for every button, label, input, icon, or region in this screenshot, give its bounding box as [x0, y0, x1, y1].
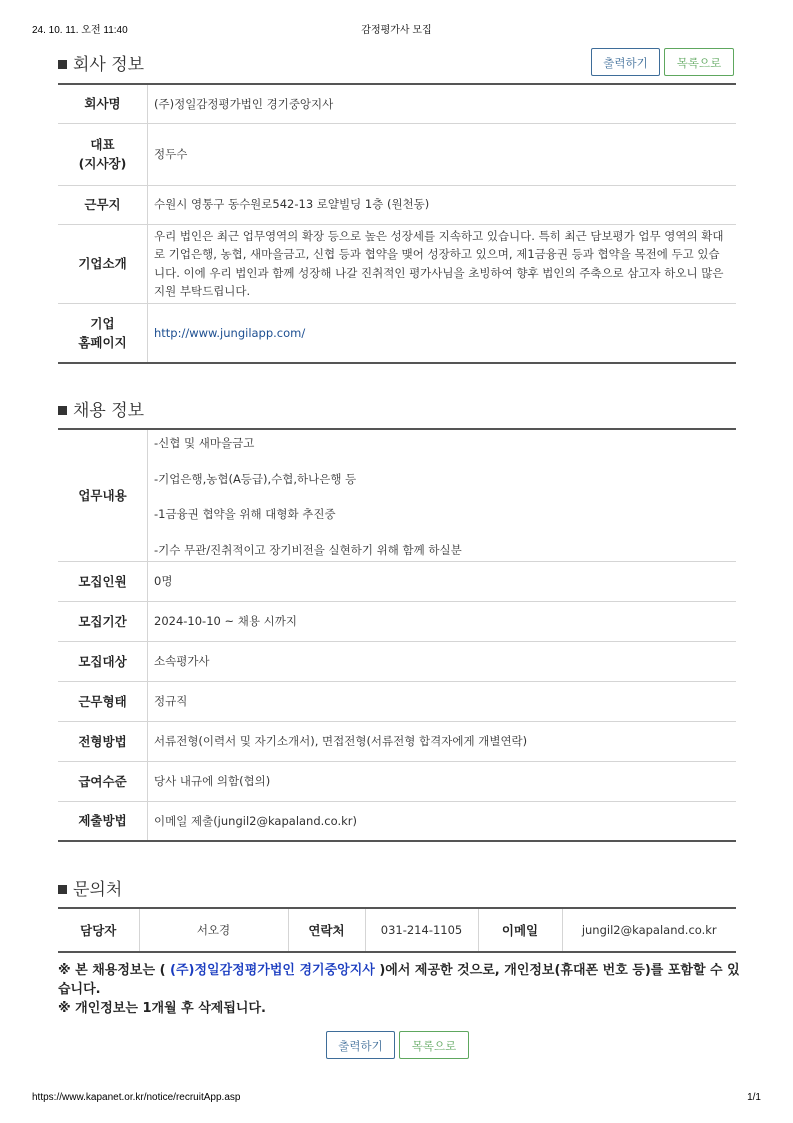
square-bullet-icon: [58, 406, 67, 415]
company-section-title: 회사 정보: [58, 50, 144, 75]
recruit-submit-label: 제출방법: [58, 801, 148, 841]
duty-item: -기업은행,농협(A등급),수협,하나은행 등: [154, 471, 357, 486]
recruit-process-value: 서류전형(이력서 및 자기소개서), 면접전형(서류전형 합격자에게 개별연락): [148, 721, 737, 761]
contact-person-label: 담당자: [58, 908, 139, 952]
recruit-type-row: [58, 681, 736, 721]
recruit-salary-label: 급여수준: [58, 761, 148, 801]
list-button-top[interactable]: 목록으로: [664, 48, 734, 76]
company-name-row: [58, 84, 736, 123]
company-info-table: [58, 83, 736, 364]
list-button-bottom[interactable]: 목록으로: [399, 1031, 469, 1059]
recruit-submit-row: [58, 801, 736, 841]
company-homepage-label: 기업 홈페이지: [58, 303, 148, 363]
company-name-value: (주)정일감정평가법인 경기중앙지사: [148, 84, 737, 123]
print-header-title: 감정평가사 모집: [361, 25, 432, 36]
recruit-headcount-label: 모집인원: [58, 561, 148, 601]
recruit-type-label: 근무형태: [58, 681, 148, 721]
company-rep-label: 대표 (지사장): [58, 123, 148, 185]
recruit-duty-value: [148, 429, 737, 561]
contact-email-label: 이메일: [478, 908, 562, 952]
privacy-notice: [58, 961, 740, 1018]
recruit-headcount-value: 0명: [148, 561, 737, 601]
print-button-bottom[interactable]: 출력하기: [326, 1031, 395, 1059]
company-name-label: 회사명: [58, 84, 148, 123]
contact-phone-value: 031-214-1105: [365, 908, 478, 952]
company-location-value: 수원시 영통구 동수원로542-13 로얄빌딩 1층 (원천동): [148, 185, 737, 224]
contact-person-value: 서오경: [139, 908, 288, 952]
recruit-process-row: [58, 721, 736, 761]
contact-email-value: jungil2@kapaland.co.kr: [581, 923, 717, 937]
recruit-salary-value: 당사 내규에 의함(협의): [148, 761, 737, 801]
recruit-submit-value: 이메일 제출(jungil2@kapaland.co.kr): [154, 813, 357, 828]
recruit-target-row: [58, 641, 736, 681]
recruit-period-label: 모집기간: [58, 601, 148, 641]
company-intro-value: 우리 법인은 최근 업무영역의 확장 등으로 높은 성장세를 지속하고 있습니다. 특히 최근 담보평가 업무 영역의 확대로 기업은행, 농협, 새마을금고, 신협 등과 협약을 맺어 성장하고 있으며, 제1금융권 등과 협약을 목전에 두고 있습니다. 이에 우리 법인과 함께 성장해 나갈 진취적인 평가사님을 초빙하여 향후 법인의 주축으로 삼고자 하오니 많은 지원 부탁드립니다.: [148, 224, 737, 303]
contact-section-title: 문의처: [58, 875, 122, 900]
company-homepage-row: [58, 303, 736, 363]
company-location-row: [58, 185, 736, 224]
duty-item: -1금융권 협약을 위해 대형화 추진중: [154, 507, 336, 521]
recruit-duty-row: [58, 429, 736, 561]
privacy-notice-line1: ※ 본 채용정보는 ( (주)정일감정평가법인 경기중앙지사 )에서 제공한 것으로, 개인정보(휴대폰 번호 등)를 포함할 수 있습니다.: [58, 963, 740, 997]
duty-item: -신협 및 새마을금고: [154, 436, 255, 450]
print-header-datetime: 24. 10. 11. 오전 11:40: [32, 25, 128, 36]
contact-table: [58, 907, 736, 953]
recruit-process-label: 전형방법: [58, 721, 148, 761]
print-footer-page: 1/1: [747, 1092, 761, 1103]
company-intro-label: 기업소개: [58, 224, 148, 303]
privacy-notice-line2: ※ 개인정보는 1개월 후 삭제됩니다.: [58, 1001, 266, 1016]
square-bullet-icon: [58, 885, 67, 894]
duty-item: -기수 무관/진취적이고 장기비전을 실현하기 위해 함께 하실분: [154, 542, 462, 557]
recruit-headcount-row: [58, 561, 736, 601]
contact-phone-label: 연락처: [288, 908, 365, 952]
recruit-period-value: 2024-10-10 ~ 채용 시까지: [148, 601, 737, 641]
recruit-section-title: 채용 정보: [58, 396, 144, 421]
company-intro-row: [58, 224, 736, 303]
company-rep-value: 정두수: [148, 123, 737, 185]
recruit-duty-label: 업무내용: [58, 429, 148, 561]
notice-company-name: (주)정일감정평가법인 경기중앙지사: [170, 963, 375, 978]
recruit-period-row: [58, 601, 736, 641]
recruit-salary-row: [58, 761, 736, 801]
company-location-label: 근무지: [58, 185, 148, 224]
print-footer-url: https://www.kapanet.or.kr/notice/recruitApp.asp: [32, 1092, 241, 1103]
square-bullet-icon: [58, 60, 67, 69]
recruit-target-value: 소속평가사: [148, 641, 737, 681]
recruit-type-value: 정규직: [148, 681, 737, 721]
homepage-link[interactable]: http://www.jungilapp.com/: [154, 325, 306, 340]
recruit-target-label: 모집대상: [58, 641, 148, 681]
company-homepage-value: [148, 303, 737, 363]
contact-row: [58, 908, 736, 952]
recruit-info-table: [58, 428, 736, 842]
print-button-top[interactable]: 출력하기: [591, 48, 660, 76]
company-rep-row: [58, 123, 736, 185]
